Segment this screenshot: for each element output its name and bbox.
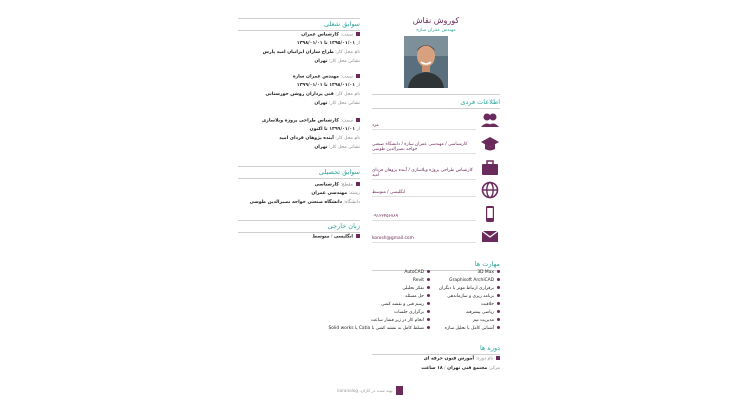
skill-bullet-icon	[497, 278, 500, 281]
skill-label: تسلط کامل به نقشه کشی با Catia یا Solid works	[328, 326, 424, 331]
education-level: کارشناسی	[314, 182, 339, 188]
skill-label: آشنایی کامل با تحلیل سازه	[444, 326, 494, 331]
skill-bullet-icon	[427, 286, 430, 289]
skill-label: مدیریت تیم	[473, 318, 494, 323]
briefcase-icon	[480, 158, 500, 178]
skill-item	[402, 286, 430, 291]
skill-bullet-icon	[497, 286, 500, 289]
info-job: کارشناس طراحی پروژه ویلاسازی / آینده پژوهان فردای امید	[372, 168, 476, 180]
skill-label: رسم فنی و نقشه کشی	[381, 302, 424, 307]
skill-bullet-icon	[497, 318, 500, 321]
personal-info-list	[372, 110, 500, 250]
graduation-cap-icon	[480, 134, 500, 154]
skill-label: Graphisoft ArchiCAD	[449, 278, 494, 283]
person-subtitle: مهندس عمران سازه	[416, 28, 456, 33]
skill-label: 3D Max	[477, 270, 494, 275]
work-role: کارشناس عمران	[301, 32, 339, 38]
work-company: طراح سازان ایرانیان امید پارس	[262, 50, 334, 55]
skill-label: Revit	[412, 278, 424, 283]
skill-item	[381, 302, 430, 307]
education-section-rule	[238, 166, 360, 167]
skill-item	[481, 302, 500, 307]
skills-list	[328, 270, 500, 348]
work-section-title: سوابق شغلی	[238, 20, 360, 31]
work-item-1: سمت: کارشناس عمران از ۱۳۹۵/۰۱/۰۱ تا ۱۳۹۸/۰۱/۰۱ نام محل کار: طراح سازان ایرانیان امید پارس نشانی محل کار: تهران	[262, 32, 360, 64]
work-bullet-icon	[356, 118, 360, 122]
language-item: انگلیسی / متوسط	[312, 234, 360, 240]
skill-label: برنامه ریزی و سازماندهی	[447, 294, 494, 299]
skill-item	[477, 270, 500, 275]
language-bullet-icon	[356, 234, 360, 238]
skill-item	[445, 326, 500, 331]
skill-bullet-icon	[497, 270, 500, 273]
footer-text: تهیه شده در کاران، karanolog	[337, 388, 393, 393]
course-bullet-icon	[496, 356, 500, 360]
mail-icon	[480, 226, 500, 246]
work-bullet-icon	[356, 32, 360, 36]
info-language: انگلیسی / متوسط	[372, 190, 476, 197]
work-role: مهندس عمران سازه	[292, 74, 339, 80]
skill-bullet-icon	[497, 302, 500, 305]
education-university: دانشگاه صنعتی خواجه نصیرالدین طوسی	[249, 200, 342, 205]
work-date: ۱۳۹۵/۰۱/۰۱ تا ۱۳۹۸/۰۱/۰۱	[296, 41, 356, 46]
skill-item	[449, 278, 500, 283]
work-section-rule	[238, 18, 360, 19]
work-city: تهران	[314, 101, 328, 106]
user-icon	[480, 110, 500, 130]
education-field: مهندسی عمران	[311, 191, 348, 196]
skill-item	[328, 326, 430, 331]
footer-logo-icon	[396, 386, 403, 395]
info-gender: مرد	[372, 123, 476, 130]
info-email: korosh@gmail.com	[372, 236, 476, 243]
skill-label: برقراری ارتباط موثر با دیگران	[438, 286, 494, 291]
skill-label: خلاقیت	[480, 302, 494, 307]
courses-section-title: دوره ها	[372, 344, 500, 355]
language-section-title: زبان خارجی	[238, 222, 360, 233]
personal-section-title: اطلاعات فردی	[372, 98, 500, 109]
education-item: مقطع: کارشناسی رشته: مهندسی عمران دانشگاه: دانشگاه صنعتی خواجه نصیرالدین طوسی	[249, 182, 360, 205]
work-city: تهران	[314, 145, 328, 150]
personal-section-rule	[372, 94, 500, 95]
footer	[330, 380, 410, 392]
skill-item	[466, 310, 500, 315]
skill-item	[394, 310, 430, 315]
work-item-3: سمت: کارشناس طراحی پروژه ویلاسازی از ۱۳۹۹/۰۱/۰۱ تا اکنون نام محل کار: آینده پژوهان فردای امید نشانی محل کار: تهران	[261, 118, 360, 150]
education-bullet-icon	[356, 182, 360, 186]
skill-item	[413, 278, 430, 283]
skill-item	[404, 270, 430, 275]
skill-item	[473, 318, 500, 323]
work-role: کارشناس طراحی پروژه ویلاسازی	[261, 118, 339, 124]
person-name: کوروش نقاش	[412, 16, 460, 25]
work-item-2: سمت: مهندس عمران سازه از ۱۳۹۸/۰۱/۰۱ تا ۱۳۹۹/۰۱/۰۱ نام محل کار: فنی پردازان روشن خوزستانی نشانی محل کار: تهران	[265, 74, 360, 106]
skill-bullet-icon	[497, 326, 500, 329]
skill-bullet-icon	[497, 310, 500, 313]
skill-bullet-icon	[427, 294, 430, 297]
work-date: ۱۳۹۸/۰۱/۰۱ تا ۱۳۹۹/۰۱/۰۱	[296, 83, 356, 88]
course-name: نام دوره: آموزش فنون حرفه ای	[424, 356, 500, 362]
work-date: ۱۳۹۹/۰۱/۰۱ تا اکنون	[309, 127, 356, 132]
skill-item	[447, 294, 500, 299]
avatar-icon	[404, 36, 448, 88]
skill-bullet-icon	[427, 318, 430, 321]
work-company: فنی پردازان روشن خوزستانی	[265, 92, 334, 97]
skill-bullet-icon	[427, 278, 430, 281]
skill-label: تفکر تحلیلی	[402, 286, 424, 291]
skill-label: ریاضی پیشرفته	[465, 310, 494, 315]
work-company: آینده پژوهان فردای امید	[279, 136, 334, 141]
skill-item	[439, 286, 500, 291]
skill-bullet-icon	[497, 294, 500, 297]
education-section-title: سوابق تحصیلی	[238, 168, 360, 179]
info-education: کارشناسی / مهندسی عمران سازه / دانشگاه صنعتی خواجه نصیرالدین طوسی	[372, 142, 476, 154]
skill-bullet-icon	[427, 310, 430, 313]
phone-icon	[480, 204, 500, 224]
skill-label: حل مسئله	[405, 294, 424, 299]
skill-bullet-icon	[427, 302, 430, 305]
course-center: مرکز: مجتمع فنی تهران / ۱۸ ساعت	[421, 366, 500, 371]
left-column	[238, 14, 360, 254]
skill-bullet-icon	[427, 326, 430, 329]
skills-section-title: مهارت ها	[372, 260, 500, 271]
skill-label: انجام کار در زیر فشار ساعت	[370, 318, 424, 323]
work-bullet-icon	[356, 74, 360, 78]
info-phone: ۰۹۱۲۳۴۵۶۷۸۹	[372, 214, 476, 221]
skill-label: برگزاری جلسات	[394, 310, 424, 315]
work-city: تهران	[314, 59, 328, 64]
language-section-rule	[238, 220, 360, 221]
skill-label: AutoCAD	[404, 270, 424, 275]
globe-icon	[480, 180, 500, 200]
skill-item	[405, 294, 430, 299]
skill-item	[371, 318, 430, 323]
profile-photo	[404, 36, 448, 88]
skill-bullet-icon	[427, 270, 430, 273]
